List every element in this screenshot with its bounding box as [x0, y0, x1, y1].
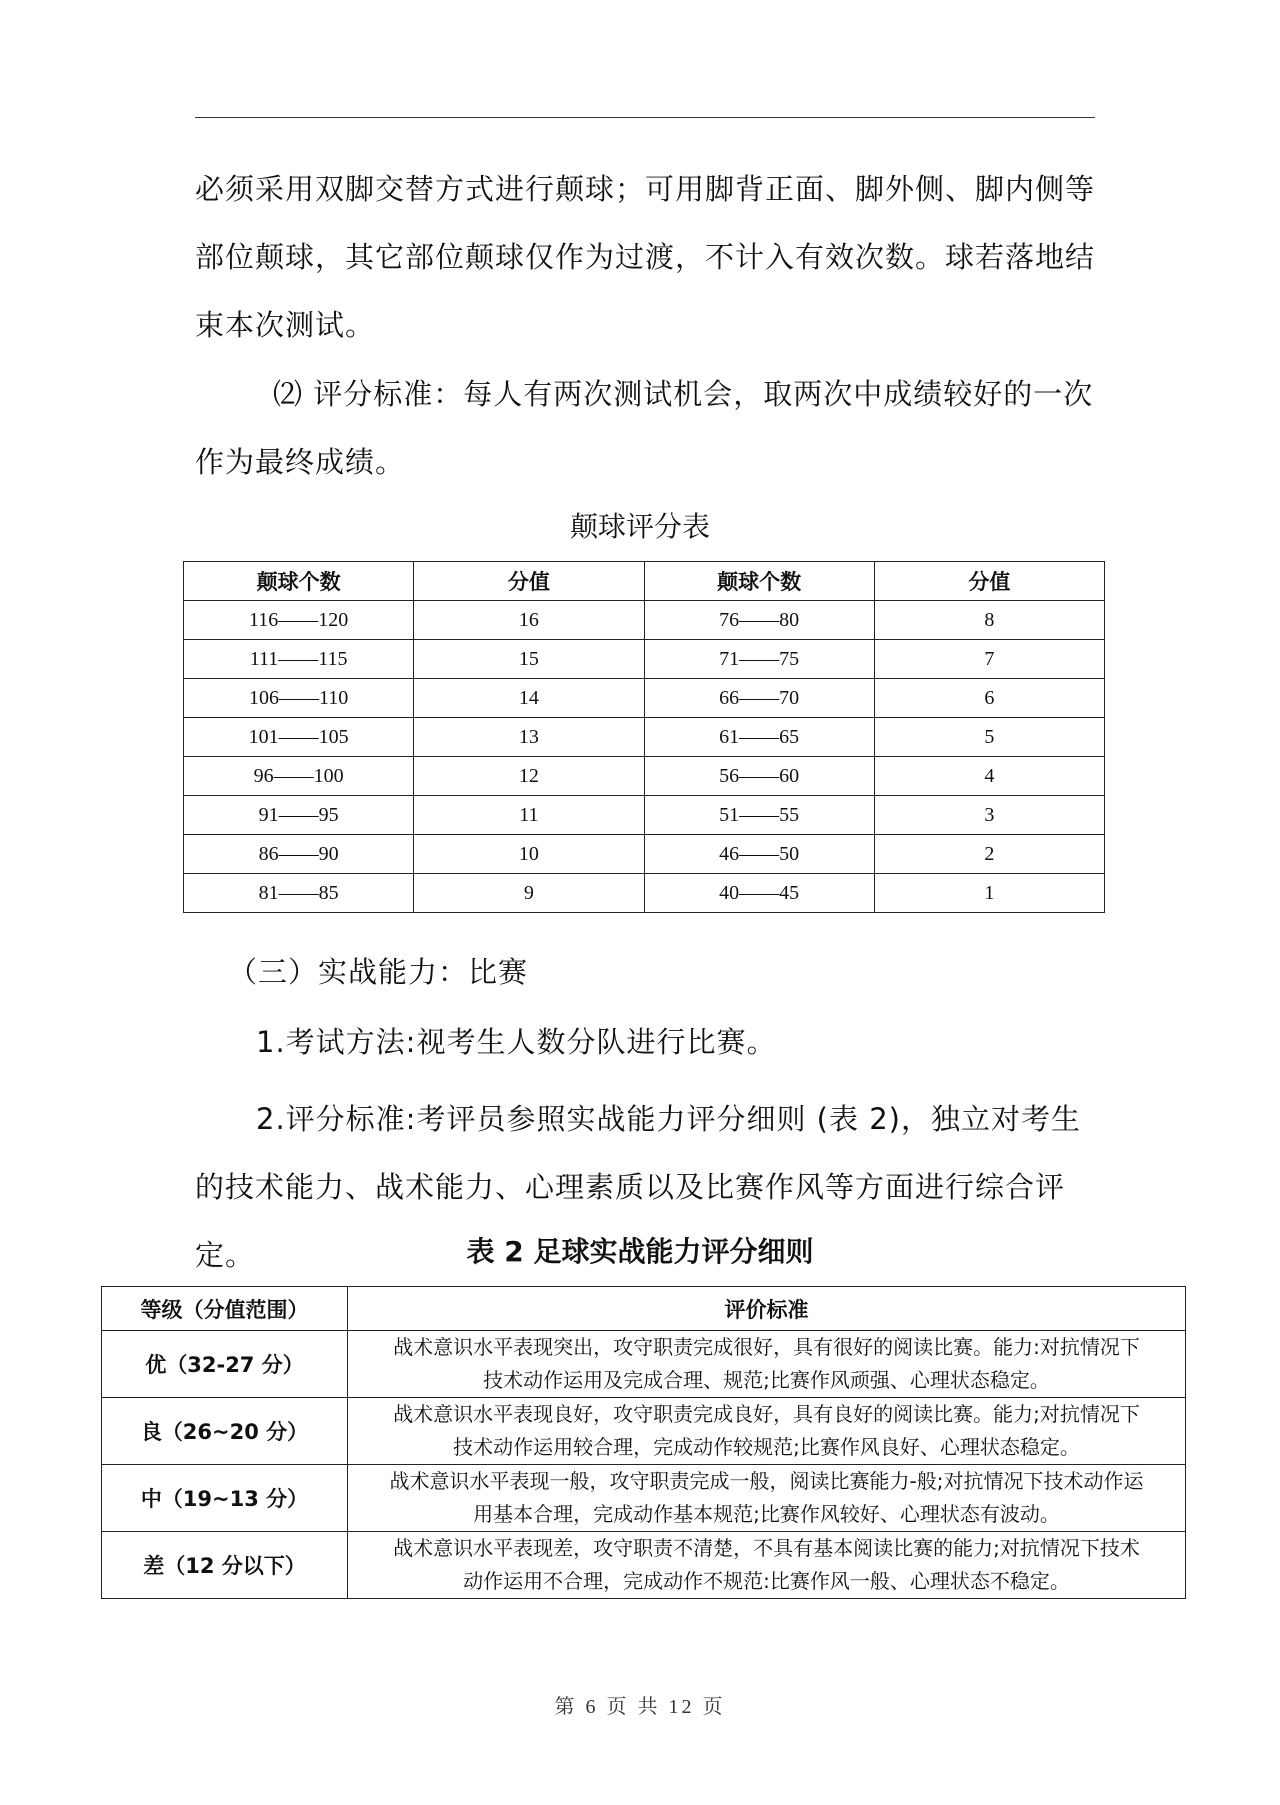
table-row [184, 874, 1105, 913]
table-row [184, 718, 1105, 757]
table-row [184, 835, 1105, 874]
scoring-standard: 2.评分标准:考评员参照实战能力评分细则 (表 2)，独立对考生的技术能力、战术能力、心理素质以及比赛作风等方面进行综合评定。 [195, 1102, 1081, 1272]
table-row [102, 1465, 1186, 1532]
cell-score: 3 [874, 796, 1104, 835]
cell-count: 76——80 [644, 601, 874, 640]
table-header-row [102, 1287, 1186, 1331]
grade-cell: 差（12 分以下） [102, 1532, 348, 1599]
table-row [184, 757, 1105, 796]
criteria-line: 战术意识水平表现差，攻守职责不清楚，不具有基本阅读比赛的能力;对抗情况下技术 [393, 1536, 1140, 1560]
cell-count: 46——50 [644, 835, 874, 874]
match-ability-table [101, 1286, 1186, 1599]
cell-score: 15 [414, 640, 644, 679]
criteria-line: 战术意识水平表现一般，攻守职责完成一般，阅读比赛能力-般;对抗情况下技术动作运 [389, 1469, 1144, 1493]
criteria-line: 战术意识水平表现良好，攻守职责完成良好，具有良好的阅读比赛。能力;对抗情况下 [393, 1402, 1140, 1426]
criteria-line: 战术意识水平表现突出，攻守职责完成很好，具有很好的阅读比赛。能力:对抗情况下 [393, 1335, 1140, 1359]
table-row [184, 601, 1105, 640]
header-score-1: 分值 [414, 562, 644, 601]
criteria-cell [348, 1465, 1186, 1532]
cell-count: 66——70 [644, 679, 874, 718]
cell-count: 40——45 [644, 874, 874, 913]
paragraph-scoring-standard: ⑵ 评分标准：每人有两次测试机会，取两次中成绩较好的一次作为最终成绩。 [195, 377, 1094, 479]
section-heading-match: （三）实战能力：比赛 [228, 955, 529, 989]
header-criteria: 评价标准 [348, 1287, 1186, 1331]
cell-score: 12 [414, 757, 644, 796]
cell-count: 96——100 [184, 757, 414, 796]
cell-count: 106——110 [184, 679, 414, 718]
table-row [184, 796, 1105, 835]
cell-score: 6 [874, 679, 1104, 718]
header-score-2: 分值 [874, 562, 1104, 601]
table1-title: 颠球评分表 [569, 510, 710, 543]
grade-cell: 中（19~13 分） [102, 1465, 348, 1532]
cell-count: 81——85 [184, 874, 414, 913]
grade-cell: 优（32-27 分） [102, 1331, 348, 1398]
cell-score: 9 [414, 874, 644, 913]
cell-count: 51——55 [644, 796, 874, 835]
cell-score: 16 [414, 601, 644, 640]
criteria-line: 用基本合理，完成动作基本规范;比赛作风较好、心理状态有波动。 [473, 1502, 1060, 1526]
grade-cell: 良（26~20 分） [102, 1398, 348, 1465]
table-row [102, 1331, 1186, 1398]
page-number-footer: 第 6 页 共 12 页 [554, 1696, 726, 1718]
cell-score: 5 [874, 718, 1104, 757]
criteria-cell [348, 1532, 1186, 1599]
table-row [184, 640, 1105, 679]
cell-count: 61——65 [644, 718, 874, 757]
table-row [102, 1532, 1186, 1599]
cell-score: 10 [414, 835, 644, 874]
juggling-score-table [183, 561, 1105, 913]
criteria-cell [348, 1398, 1186, 1465]
header-grade: 等级（分值范围） [102, 1287, 348, 1331]
criteria-line: 技术动作运用较合理，完成动作较规范;比赛作风良好、心理状态稳定。 [453, 1435, 1080, 1459]
paragraph-juggling-rules: 必须采用双脚交替方式进行颠球；可用脚背正面、脚外侧、脚内侧等部位颠球，其它部位颠球仅作为过渡，不计入有效次数。球若落地结束本次测试。 [195, 172, 1096, 342]
table-row [184, 679, 1105, 718]
cell-count: 86——90 [184, 835, 414, 874]
criteria-line: 动作运用不合理，完成动作不规范:比赛作风一般、心理状态不稳定。 [463, 1569, 1070, 1593]
table2-title: 表 2 足球实战能力评分细则 [466, 1235, 814, 1268]
cell-count: 71——75 [644, 640, 874, 679]
table-header-row [184, 562, 1105, 601]
cell-count: 111——115 [184, 640, 414, 679]
cell-score: 4 [874, 757, 1104, 796]
table-row [102, 1398, 1186, 1465]
cell-score: 1 [874, 874, 1104, 913]
criteria-line: 技术动作运用及完成合理、规范;比赛作风顽强、心理状态稳定。 [483, 1368, 1050, 1392]
cell-score: 13 [414, 718, 644, 757]
cell-count: 116——120 [184, 601, 414, 640]
criteria-cell [348, 1331, 1186, 1398]
cell-count: 56——60 [644, 757, 874, 796]
exam-method: 1.考试方法:视考生人数分队进行比赛。 [256, 1025, 777, 1059]
cell-score: 8 [874, 601, 1104, 640]
cell-count: 91——95 [184, 796, 414, 835]
cell-count: 101——105 [184, 718, 414, 757]
cell-score: 14 [414, 679, 644, 718]
header-count-2: 颠球个数 [644, 562, 874, 601]
header-rule [195, 117, 1095, 118]
cell-score: 11 [414, 796, 644, 835]
cell-score: 2 [874, 835, 1104, 874]
cell-score: 7 [874, 640, 1104, 679]
header-count-1: 颠球个数 [184, 562, 414, 601]
